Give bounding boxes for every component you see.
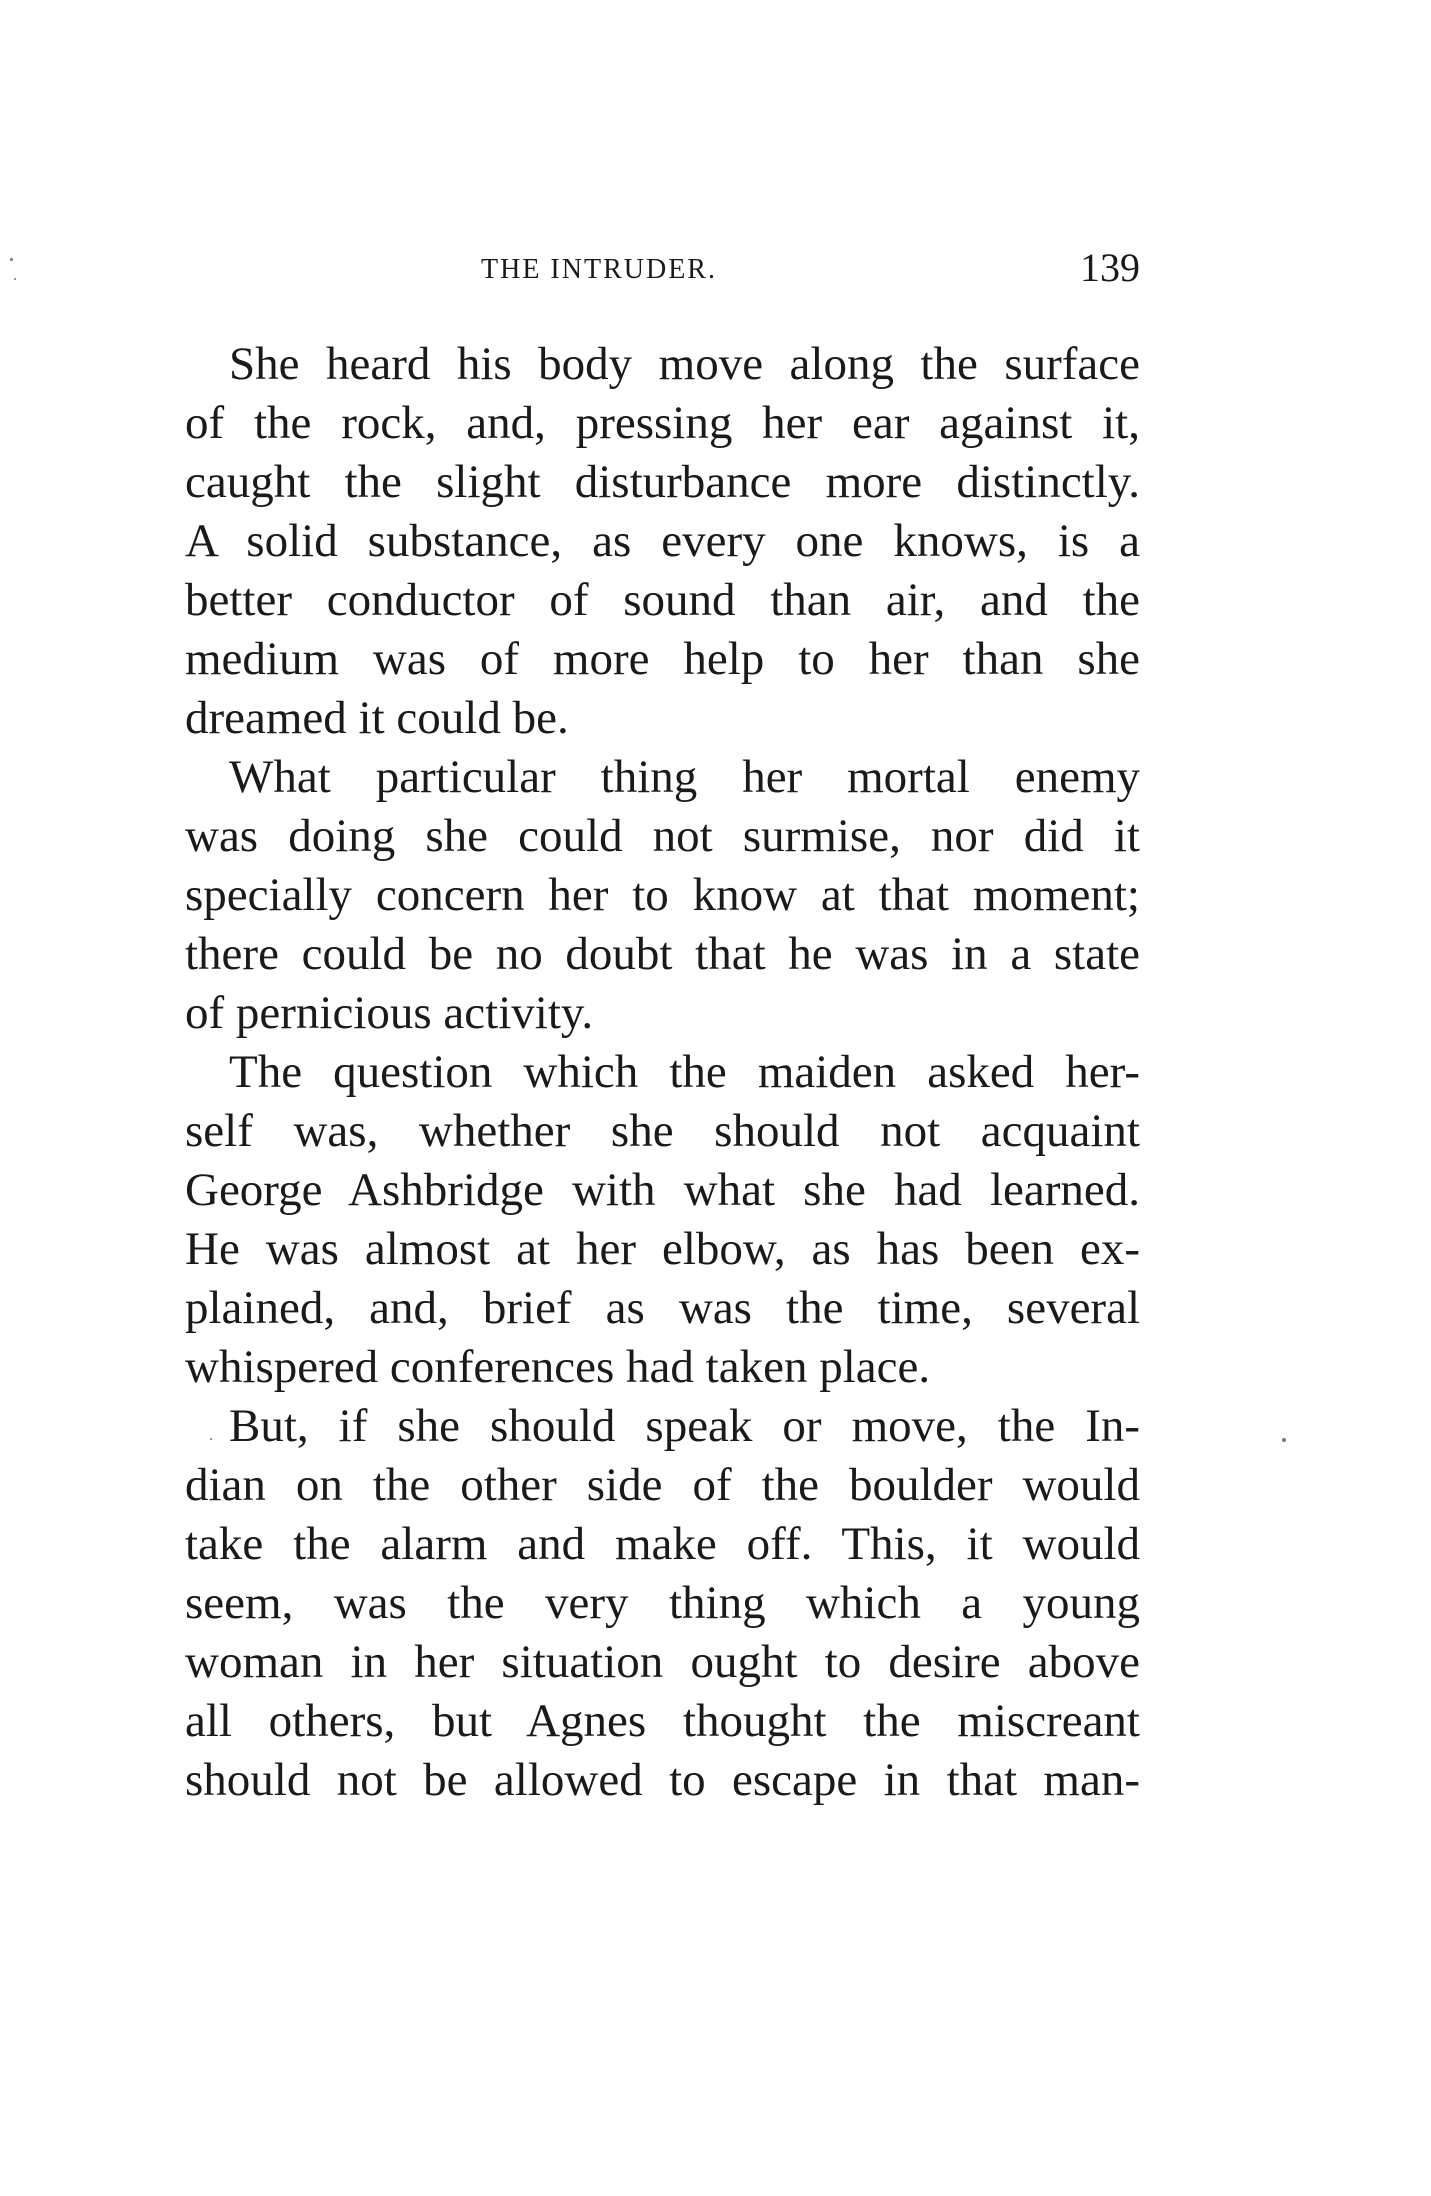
text-line: of the rock, and, pressing her ear against it, — [185, 397, 1140, 449]
text-line: dreamed it could be. — [185, 692, 569, 744]
text-line: take the alarm and make off. This, it would — [185, 1518, 1140, 1570]
text-line: of pernicious activity. — [185, 987, 594, 1039]
running-title: THE INTRUDER. — [481, 254, 717, 285]
text-line: medium was of more help to her than she — [185, 633, 1140, 685]
text-line: George Ashbridge with what she had learned. — [185, 1164, 1140, 1216]
text-line: all others, but Agnes thought the miscreant — [185, 1695, 1140, 1747]
paragraph-4 — [185, 1397, 1140, 1810]
scan-speck — [14, 278, 16, 280]
text-line: caught the slight disturbance more distinctly. — [185, 456, 1140, 508]
paragraph-3 — [185, 1043, 1140, 1397]
text-line: better conductor of sound than air, and the — [185, 574, 1140, 626]
body-text — [185, 335, 1140, 1810]
text-line: The question which the maiden asked her- — [229, 1046, 1140, 1098]
text-line: plained, and, brief as was the time, several — [185, 1282, 1140, 1334]
text-line: should not be allowed to escape in that man- — [185, 1754, 1140, 1806]
running-head — [185, 240, 1140, 300]
paragraph-2 — [185, 748, 1140, 1043]
text-line: there could be no doubt that he was in a state — [185, 928, 1140, 980]
page-number: 139 — [1080, 245, 1140, 290]
paragraph-1 — [185, 335, 1140, 748]
text-line: was doing she could not surmise, nor did it — [185, 810, 1140, 862]
text-line: seem, was the very thing which a young — [185, 1577, 1140, 1629]
text-line: A solid substance, as every one knows, is a — [185, 515, 1140, 567]
text-line: self was, whether she should not acquaint — [185, 1105, 1140, 1157]
text-line: woman in her situation ought to desire above — [185, 1636, 1140, 1688]
text-line: He was almost at her elbow, as has been ex- — [185, 1223, 1140, 1275]
text-line: What particular thing her mortal enemy — [229, 751, 1140, 803]
text-line: She heard his body move along the surface — [229, 338, 1140, 390]
text-line: But, if she should speak or move, the In- — [229, 1400, 1140, 1452]
scan-speck — [1282, 1438, 1286, 1442]
scan-speck — [10, 258, 13, 261]
text-line: dian on the other side of the boulder would — [185, 1459, 1140, 1511]
scan-speck — [210, 1438, 212, 1440]
text-line: specially concern her to know at that moment; — [185, 869, 1140, 921]
text-line: whispered conferences had taken place. — [185, 1341, 931, 1393]
